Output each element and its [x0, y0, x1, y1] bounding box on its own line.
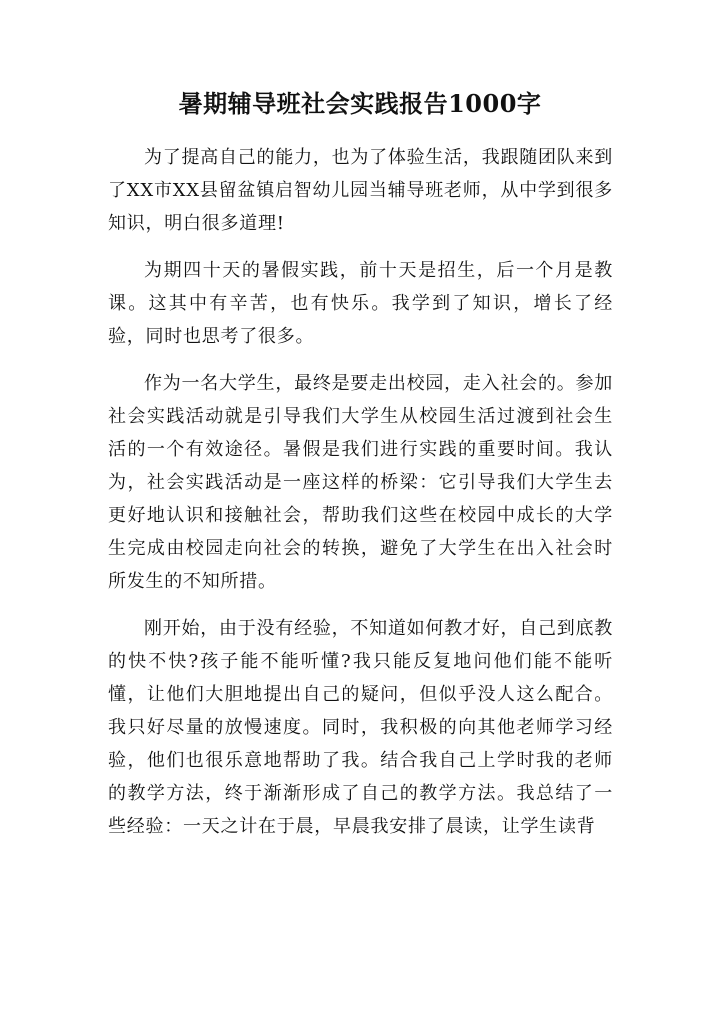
paragraph: 为期四十天的暑假实践，前十天是招生，后一个月是教课。这其中有辛苦，也有快乐。我学到了知识，增长了经验，同时也思考了很多。 [108, 260, 613, 347]
paragraph: 刚开始，由于没有经验，不知道如何教才好，自己到底教的快不快?孩子能不能听懂?我只能反复地问他们能不能听懂，让他们大胆地提出自己的疑问，但似乎没人这么配合。我只好尽量的放慢速度。同时，我积极的向其他老师学习经验，他们也很乐意地帮助了我。结合我自己上学时我的老师的教学方法，终于渐渐形成了自己的教学方法。我总结了一些经验：一天之计在于晨，早晨我安排了晨读，让学生读背 [108, 618, 613, 837]
paragraph: 为了提高自己的能力，也为了体验生活，我跟随团队来到了XX市XX县留盆镇启智幼儿园当辅导班老师，从中学到很多知识，明白很多道理! [108, 147, 613, 234]
document-title: 暑期辅导班社会实践报告1000字 [178, 89, 542, 118]
paragraph: 作为一名大学生，最终是要走出校园，走入社会的。参加社会实践活动就是引导我们大学生从校园生活过渡到社会生活的一个有效途径。暑假是我们进行实践的重要时间。我认为，社会实践活动是一座这样的桥梁：它引导我们大学生去更好地认识和接触社会，帮助我们这些在校园中成长的大学生完成由校园走向社会的转换，避免了大学生在出入社会时所发生的不知所措。 [108, 373, 613, 592]
document-body [108, 141, 613, 857]
